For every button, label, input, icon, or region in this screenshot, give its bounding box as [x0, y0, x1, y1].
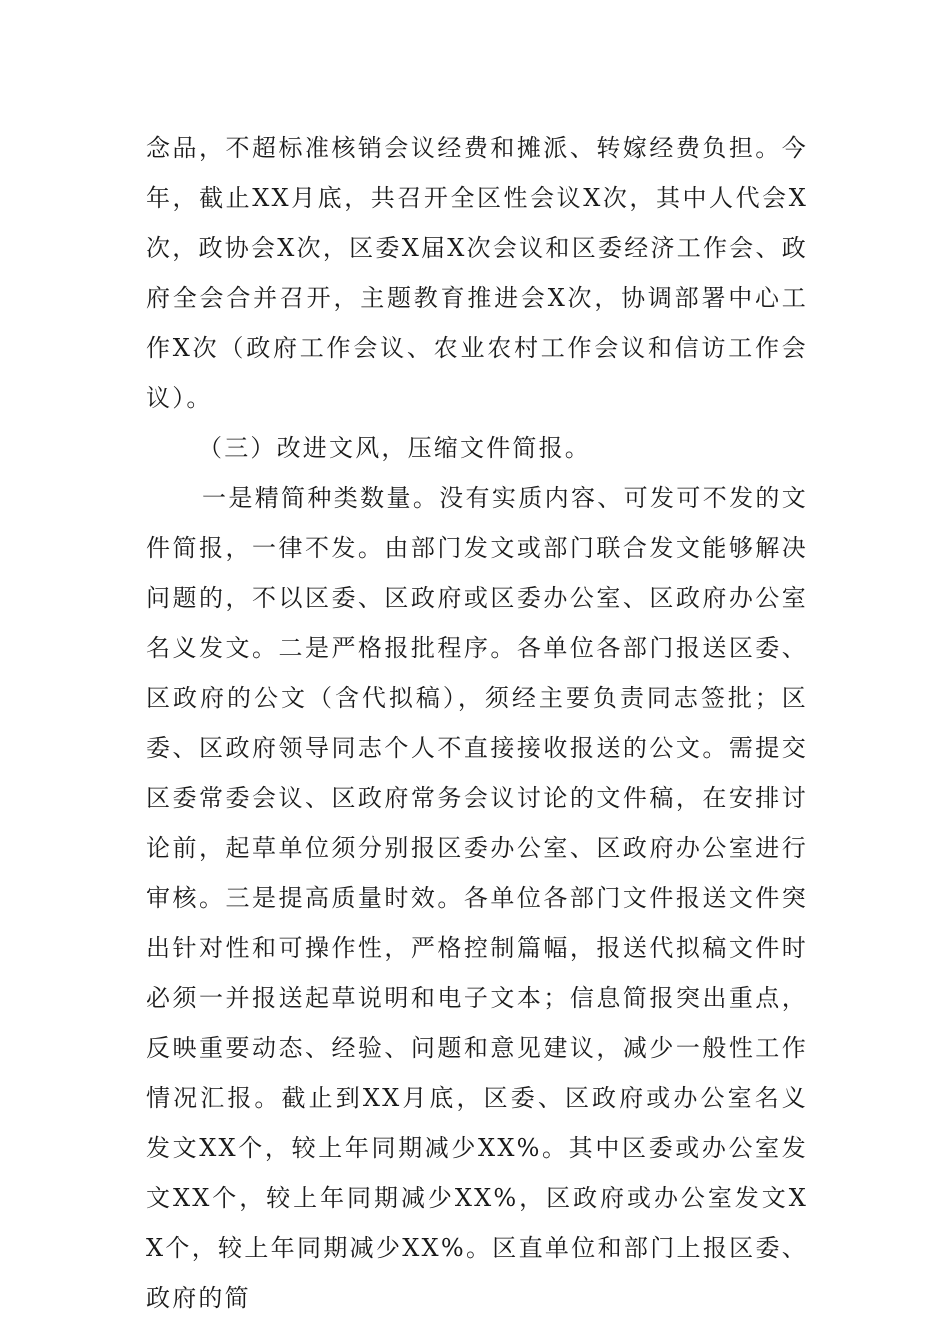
paragraph-document-simplification: 一是精简种类数量。没有实质内容、可发可不发的文件简报，一律不发。由部门发文或部门联合发文能够解决问题的，不以区委、区政府或区委办公室、区政府办公室名义发文。二是严格报批程序。各单位各部门报送区委、区政府的公文（含代拟稿），须经主要负责同志签批；区委、区政府领导同志个人不直接接收报送的公文。需提交区委常委会议、区政府常务会议讨论的文件稿，在安排讨论前，起草单位须分别报区委办公室、区政府办公室进行审核。三是提高质量时效。各单位各部门文件报送文件突出针对性和可操作性，严格控制篇幅，报送代拟稿文件时必须一并报送起草说明和电子文本；信息简报突出重点，反映重要动态、经验、问题和意见建议，减少一般性工作情况汇报。截止到XX月底，区委、区政府或办公室名义发文XX个，较上年同期减少XX%。其中区委或办公室发文XX个，较上年同期减少XX%，区政府或办公室发文XX个，较上年同期减少XX%。区直单位和部门上报区委、政府的简: [146, 484, 808, 1312]
section-heading: （三）改进文风，压缩文件简报。: [198, 434, 591, 462]
document-body: [146, 123, 808, 1323]
paragraph-meeting-summary: 念品，不超标准核销会议经费和摊派、转嫁经费负担。今年，截止XX月底，共召开全区性会议X次，其中人代会X次，政协会X次，区委X届X次会议和区委经济工作会、政府全会合并召开，主题教育推进会X次，协调部署中心工作X次（政府工作会议、农业农村工作会议和信访工作会议）。: [146, 134, 808, 412]
